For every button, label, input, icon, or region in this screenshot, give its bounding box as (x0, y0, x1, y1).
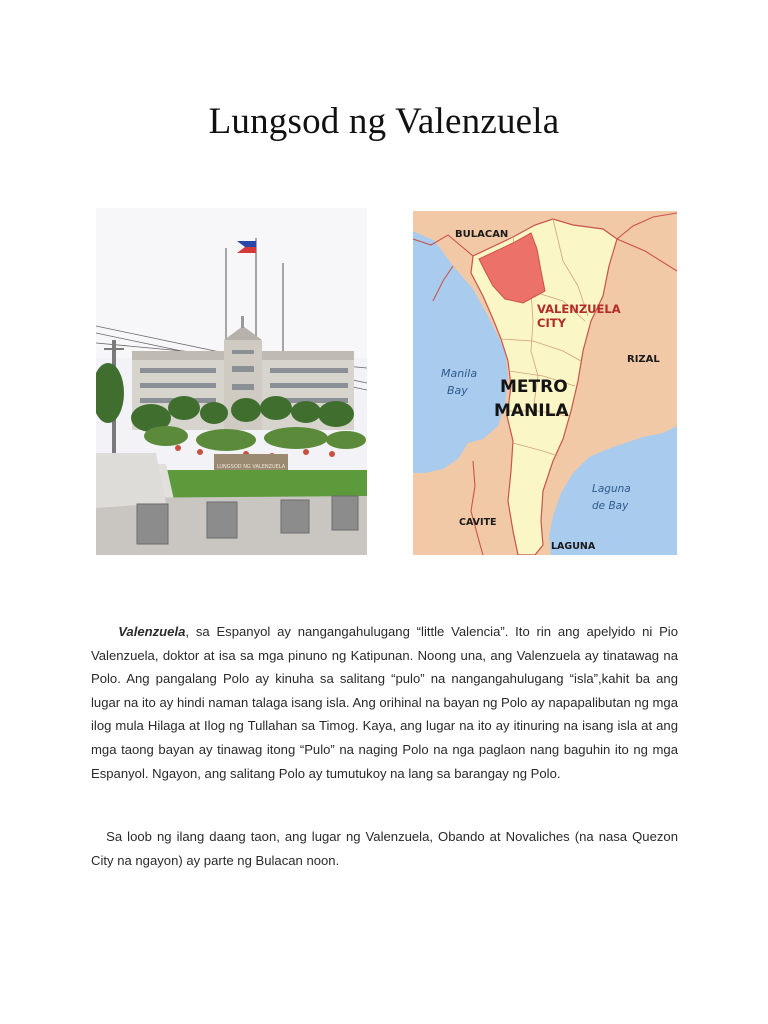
label-rizal: RIZAL (627, 354, 660, 365)
paragraph-valenzuela-origin (91, 620, 678, 785)
label-metro-line2: MANILA (494, 401, 569, 421)
label-laguna: LAGUNA (551, 541, 596, 552)
label-laguna-bay-line2: de Bay (592, 500, 629, 512)
label-cavite: CAVITE (459, 517, 497, 528)
label-valenzuela-line2: CITY (537, 316, 566, 330)
paragraph-body-2: Sa loob ng ilang daang taon, ang lugar ng Valenzuela, Obando at Novaliches (na nasa Quezon City na ngayon) ay parte ng Bulacan noon. (91, 829, 678, 868)
paragraph-bulacan-history (91, 825, 678, 872)
paragraph-body-1: , sa Espanyol ay nangangahulugang “little Valencia”. Ito rin ang apelyido ni Pio Valenzuela, doktor at isa sa mga pinuno ng Katipunan. Noong una, ang Valenzuela ay tinatawag na Polo. Ang pangalang Polo ay kinuha sa salitang “pulo” na nangangahulugang “isla”,kahit ba ang lugar na ito ay hindi naman talaga isang isla. Ang orihinal na bayan ng Polo ay napapalibutan ng mga ilog mula Hilaga at Ilog ng Tullahan sa Timog. Kaya, ang lugar na ito ay itinuring na isang isla at ang mga taong bayan ay tinawag itong “Pulo” na naging Polo na nga paglaon nang baguhin ito ng mga Espanyol. Ngayon, ang salitang Polo ay tumutukoy na lang sa barangay ng Polo. (91, 624, 678, 781)
metro-manila-map (413, 211, 677, 555)
label-manila-bay-line2: Bay (447, 384, 468, 397)
label-metro-line1: METRO (500, 377, 568, 397)
label-laguna-bay-line1: Laguna (592, 483, 631, 495)
paragraph-lead-term: Valenzuela (118, 624, 186, 639)
city-hall-photo (96, 208, 367, 555)
label-bulacan: BULACAN (455, 229, 509, 240)
page-title: Lungsod ng Valenzuela (208, 101, 560, 142)
label-manila-bay-line1: Manila (441, 367, 478, 380)
label-valenzuela-line1: VALENZUELA (537, 302, 621, 316)
city-sign-text: LUNGSOD NG VALENZUELA (216, 464, 286, 470)
philippine-flag (237, 241, 256, 253)
